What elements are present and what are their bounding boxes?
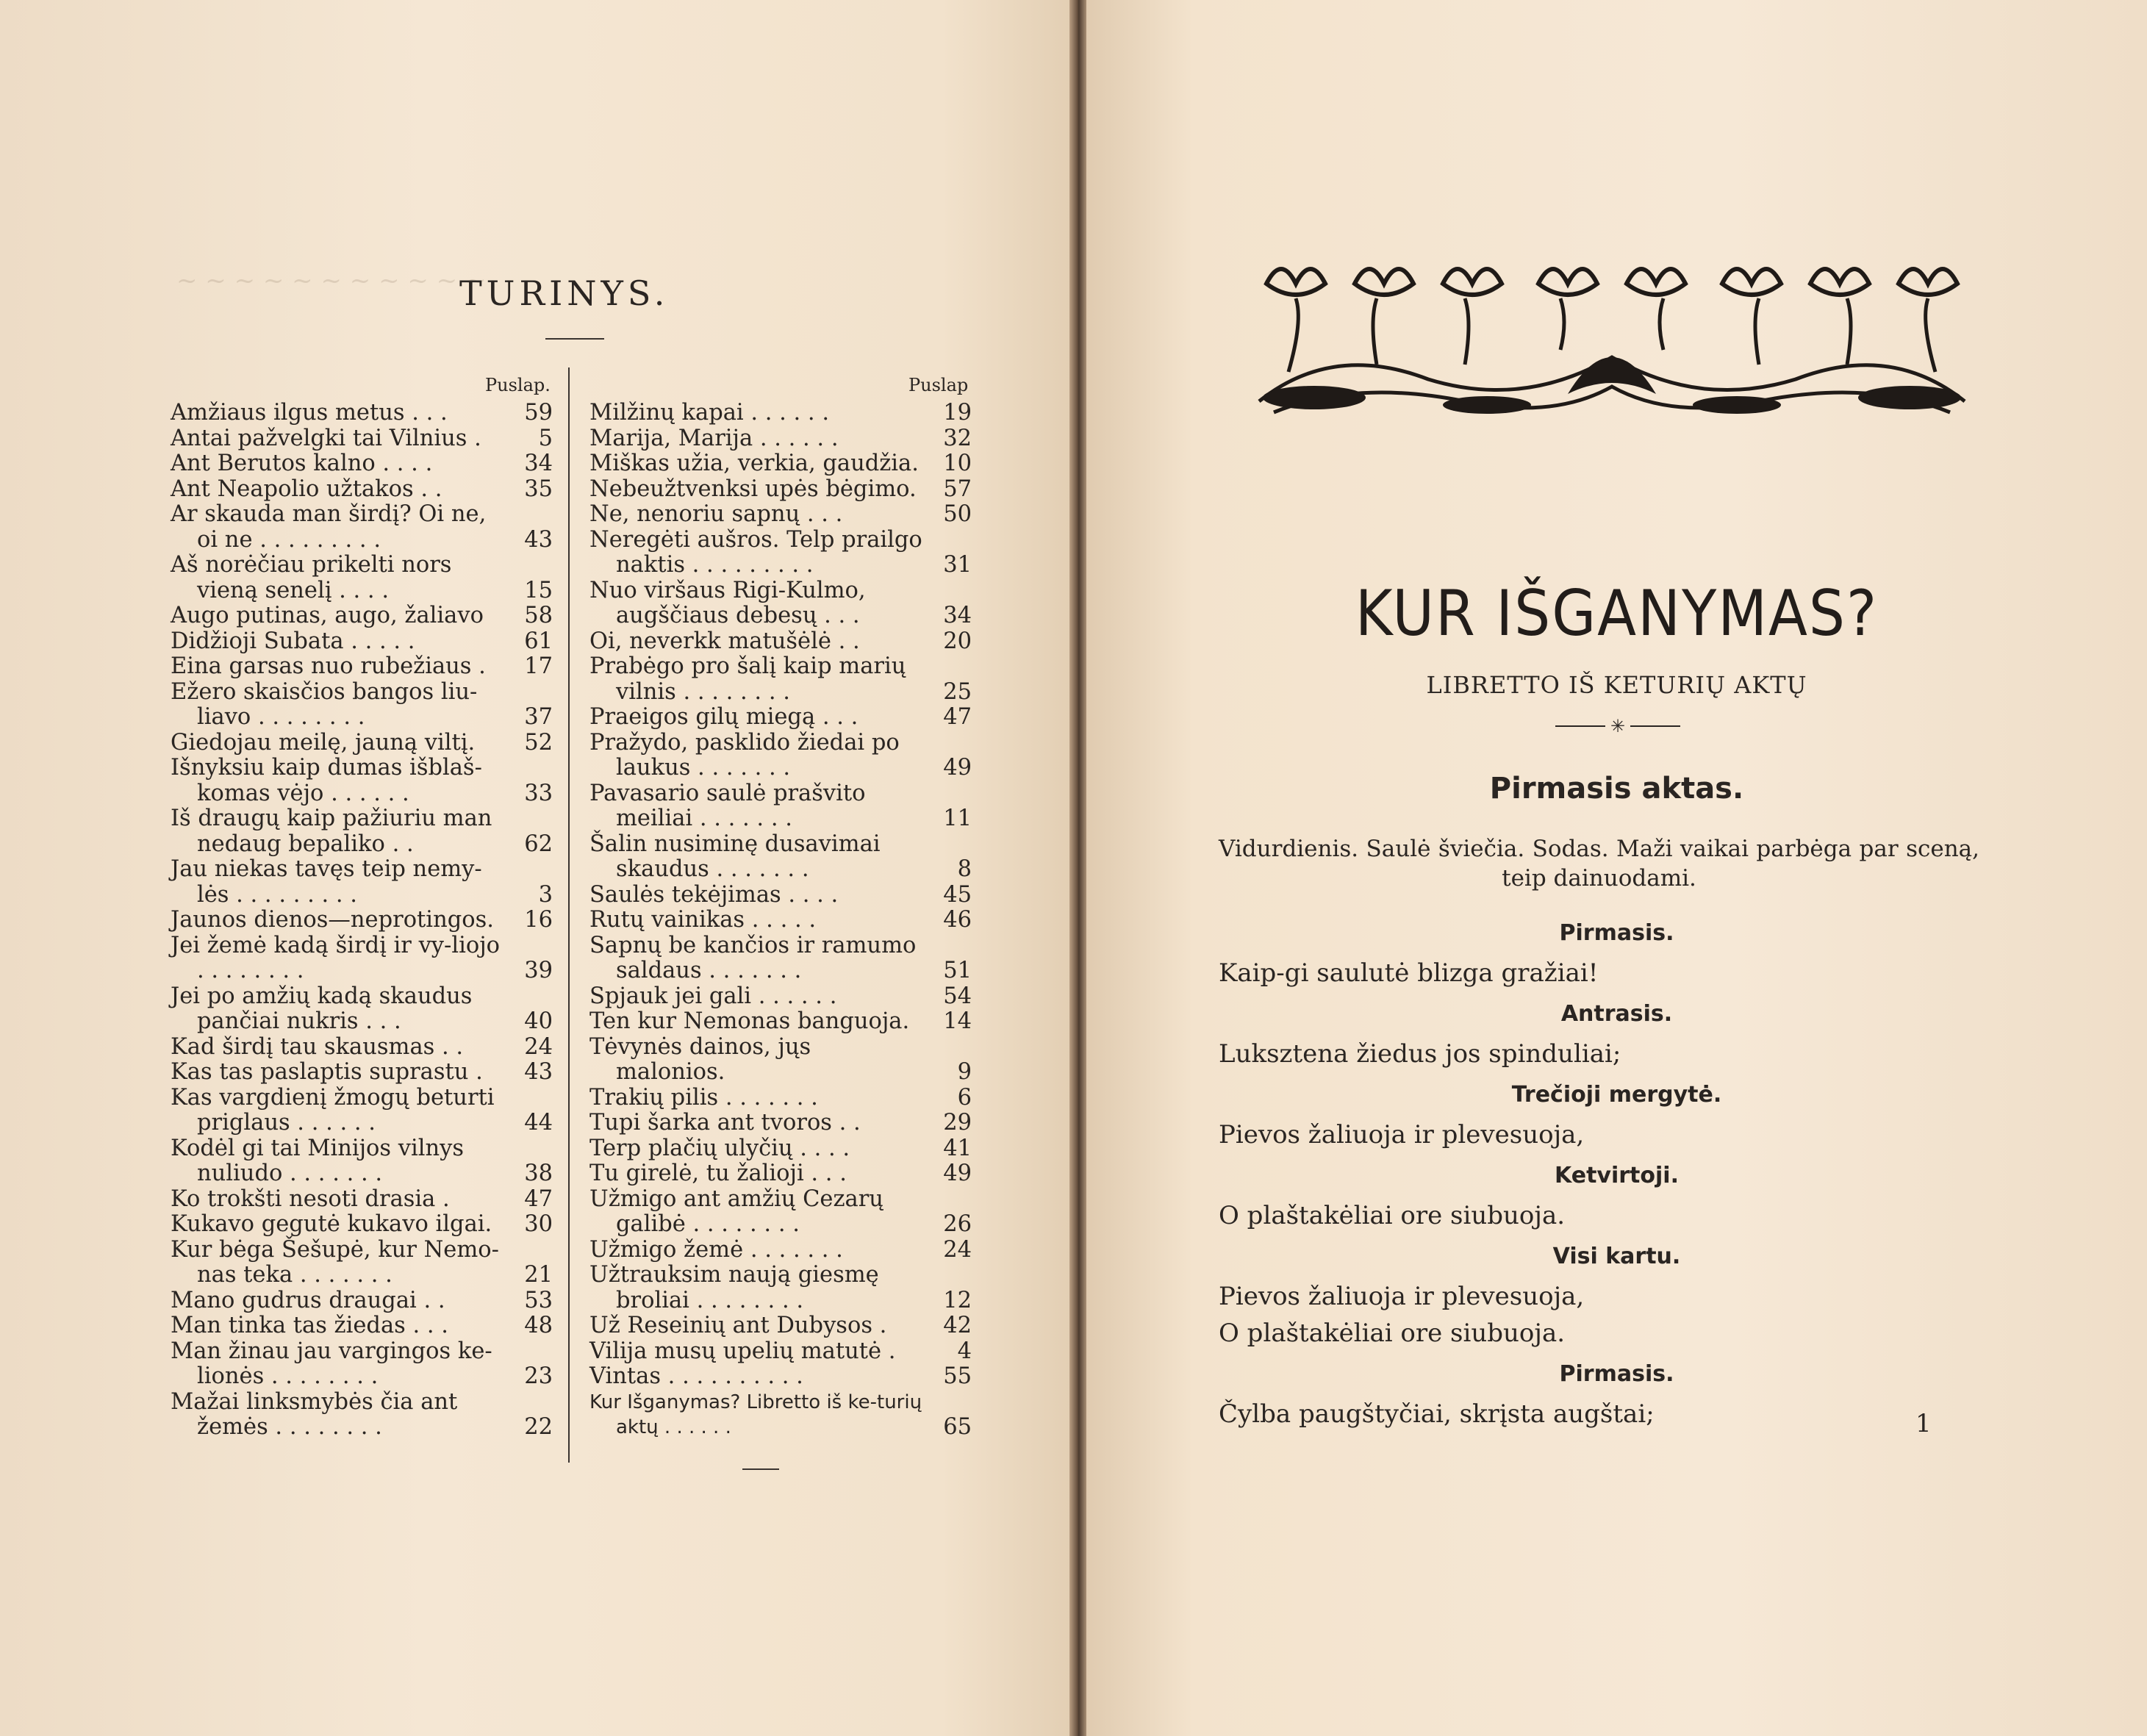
toc-entry	[589, 1035, 972, 1086]
toc-entry	[589, 1238, 972, 1263]
toc-entry-page: 41	[943, 1135, 972, 1161]
toc-entry	[589, 502, 972, 528]
toc-entry-title: Tupi šarka ant tvoros . .	[589, 1110, 861, 1136]
toc-entry	[171, 806, 553, 857]
toc-entry-page: 19	[943, 400, 972, 426]
col2-page-header: Puslap	[908, 375, 969, 395]
toc-entry-title: Aš norėčiau prikelti nors vieną senelį . . . .	[171, 552, 459, 603]
toc-entry-title: Marija, Marija . . . . . .	[589, 425, 839, 451]
toc-entry	[589, 1136, 972, 1162]
toc-entry-title: Giedojau meilę, jauną viltį.	[171, 729, 476, 756]
toc-entry-page: 25	[943, 678, 972, 705]
toc-entry	[171, 857, 553, 908]
toc-entry-title: Jei žemė kadą širdį ir vy-liojo . . . . . . . .	[171, 932, 507, 983]
verse-line: O plaštakėliai ore siubuoja.	[1219, 1201, 1566, 1230]
toc-entry	[171, 1086, 553, 1136]
toc-entry-title: Kas vargdienį žmogų beturti priglaus . . . . . .	[171, 1084, 502, 1136]
toc-entry	[171, 1390, 553, 1441]
toc-entry	[171, 1136, 553, 1187]
toc-entry-title: Ar skauda man širdį? Oi ne, oi ne . . . . . . . . .	[171, 501, 493, 553]
toc-entry-page: 40	[524, 1008, 553, 1034]
toc-entry-title: Vilija musų upelių matutė .	[589, 1338, 896, 1364]
toc-entry-title: Spjauk jei gali . . . . . .	[589, 983, 837, 1009]
toc-entry	[589, 883, 972, 908]
toc-entry	[171, 984, 553, 1035]
toc-entry	[171, 451, 553, 477]
toc-entry-title: Man tinka tas žiedas . . .	[171, 1313, 448, 1338]
toc-entry	[589, 1187, 972, 1238]
toc-entry-page: 48	[524, 1313, 553, 1338]
toc-entry-page: 8	[957, 856, 972, 882]
toc-entry-page: 16	[524, 907, 553, 933]
toc-entry	[589, 426, 972, 452]
toc-entry-page: 54	[943, 983, 972, 1009]
toc-entry-page: 65	[943, 1414, 972, 1440]
toc-entry-title: Praeigos gilų miegą . . .	[589, 704, 859, 730]
toc-entry-title: Antai pažvelgki tai Vilnius .	[171, 425, 481, 451]
verse-line: Čylba paugštyčiai, skrįsta augštai;	[1219, 1399, 1655, 1429]
toc-entry-title: Kas tas paslaptis suprastu .	[171, 1059, 483, 1085]
toc-entry-page: 31	[943, 552, 972, 578]
toc-heading: TURINYS.	[459, 273, 670, 313]
toc-entry-title: Pavasario saulė prašvito meiliai . . . . . . .	[589, 780, 873, 831]
toc-entry	[589, 528, 972, 578]
toc-entry-title: Išnyksiu kaip dumas išblaš-komas vėjo . . . . . .	[171, 755, 482, 806]
toc-entry-page: 11	[943, 806, 972, 831]
toc-entry	[171, 477, 553, 503]
toc-entry-title: Užmigo žemė . . . . . . .	[589, 1236, 843, 1263]
asterisk-rule-icon	[1555, 717, 1680, 735]
toc-entry-title: Už Reseinių ant Dubysos .	[589, 1313, 887, 1338]
toc-entry-page: 5	[538, 425, 553, 451]
toc-entry	[589, 731, 972, 781]
toc-entry	[171, 1339, 553, 1390]
toc-entry-page: 43	[524, 526, 553, 553]
toc-entry	[589, 1111, 972, 1136]
toc-entry-page: 34	[524, 451, 553, 476]
left-page	[0, 0, 1069, 1736]
column-divider	[568, 367, 570, 1463]
toc-entry-title: Man žinau jau vargingos ke-lionės . . . . . . . .	[171, 1338, 492, 1389]
toc-entry-page: 20	[943, 628, 972, 654]
toc-entry	[171, 908, 553, 933]
toc-entry	[589, 1390, 972, 1441]
verse-line: Kaip-gi saulutė blizga gražiai!	[1219, 958, 1599, 988]
toc-entry-page: 37	[524, 704, 553, 730]
speaker-label: Trečioji mergytė.	[1511, 1082, 1722, 1108]
toc-entry-page: 23	[524, 1363, 553, 1389]
toc-entry	[589, 401, 972, 426]
toc-column-2	[589, 401, 972, 1441]
toc-entry	[171, 553, 553, 603]
toc-entry-page: 21	[524, 1262, 553, 1288]
toc-entry-title: Kur Išganymas? Libretto iš ke-turių aktų . . . . . .	[589, 1391, 928, 1438]
toc-entry-page: 44	[524, 1110, 553, 1136]
book-gutter	[1069, 0, 1086, 1736]
toc-entry-page: 10	[943, 451, 972, 476]
toc-entry-title: Kodėl gi tai Minijos vilnys nuliudo . . . . . . .	[171, 1135, 471, 1186]
toc-entry-page: 45	[943, 881, 972, 908]
toc-entry-title: Užmigo ant amžių Cezarų galibė . . . . . . . .	[589, 1186, 891, 1237]
verse-line: O plaštakėliai ore siubuoja.	[1219, 1319, 1566, 1348]
toc-entry-page: 3	[538, 881, 553, 908]
toc-entry	[589, 629, 972, 655]
bottom-rule	[742, 1468, 779, 1470]
verse-line: Pievos žaliuoja ir plevesuoja,	[1219, 1282, 1585, 1311]
toc-entry-title: Kur bėga Šešupė, kur Nemo-nas teka . . . . . . .	[171, 1236, 499, 1288]
verse-line: Pievos žaliuoja ir plevesuoja,	[1219, 1120, 1585, 1149]
toc-entry-title: Ko trokšti nesoti drasia .	[171, 1186, 450, 1212]
stage-direction: Vidurdienis. Saulė šviečia. Sodas. Maži vaikai parbėga par sceną, teip dainuodami.	[1219, 836, 1979, 892]
col1-page-header: Puslap.	[485, 375, 551, 395]
toc-entry	[589, 1339, 972, 1365]
toc-entry-title: Mano gudrus draugai . .	[171, 1287, 445, 1313]
toc-entry-page: 26	[943, 1211, 972, 1237]
toc-entry-title: Jaunos dienos—neprotingos.	[171, 907, 494, 933]
toc-entry	[171, 629, 553, 655]
speaker-label: Visi kartu.	[1552, 1244, 1681, 1269]
toc-entry	[171, 680, 553, 731]
toc-entry-title: Trakių pilis . . . . . . .	[589, 1084, 818, 1111]
toc-entry-title: Šalin nusiminę dusavimai skaudus . . . . . . .	[589, 831, 888, 882]
toc-entry-page: 59	[524, 400, 553, 426]
speaker-label: Pirmasis.	[1559, 920, 1674, 946]
toc-entry	[171, 1238, 553, 1288]
toc-entry-title: Kad širdį tau skausmas . .	[171, 1033, 464, 1060]
toc-entry	[589, 908, 972, 933]
toc-entry-page: 12	[943, 1287, 972, 1313]
toc-entry-title: Neregėti aušros. Telp prailgo naktis . . . . . . . . .	[589, 526, 930, 578]
toc-entry-title: Sapnų be kančios ir ramumo saldaus . . . . . . .	[589, 932, 924, 983]
toc-entry	[589, 1161, 972, 1187]
toc-entry-title: Didžioji Subata . . . . .	[171, 628, 415, 654]
speaker-label: Antrasis.	[1560, 1001, 1673, 1027]
toc-entry	[171, 756, 553, 806]
verse-line: Luksztena žiedus jos spinduliai;	[1219, 1039, 1621, 1069]
toc-entry-title: Augo putinas, augo, žaliavo	[171, 603, 484, 628]
toc-entry-title: Saulės tekėjimas . . . .	[589, 881, 839, 908]
toc-entry	[589, 451, 972, 477]
toc-entry-page: 49	[943, 1161, 972, 1186]
toc-entry-page: 32	[943, 425, 972, 451]
bleed-through-text: ~ ~ ~ ~ ~ ~ ~ ~ ~ ~ ~	[176, 266, 487, 295]
toc-entry-page: 34	[943, 603, 972, 628]
act-title: Pirmasis aktas.	[1489, 772, 1744, 806]
toc-entry-title: Užtrauksim naują giesmę broliai . . . . . . . .	[589, 1262, 886, 1313]
heading-rule	[545, 338, 604, 340]
toc-entry-title: Iš draugų kaip pažiuriu man nedaug bepaliko . .	[171, 806, 500, 857]
toc-entry-title: Miškas užia, verkia, gaudžia.	[589, 451, 919, 476]
toc-entry-title: Mažai linksmybės čia ant žemės . . . . . . . .	[171, 1388, 465, 1440]
toc-entry-title: Amžiaus ilgus metus . . .	[171, 400, 448, 426]
toc-entry-title: Ant Berutos kalno . . . .	[171, 451, 433, 476]
toc-entry-page: 24	[524, 1033, 553, 1060]
toc-entry-page: 14	[943, 1008, 972, 1034]
toc-entry-page: 53	[524, 1287, 553, 1313]
play-title: KUR IŠGANYMAS?	[1355, 577, 1879, 650]
speaker-label: Ketvirtoji.	[1555, 1163, 1679, 1188]
toc-entry-page: 47	[524, 1186, 553, 1212]
toc-entry	[171, 426, 553, 452]
toc-entry	[171, 1060, 553, 1086]
toc-entry	[171, 1313, 553, 1339]
toc-entry-page: 58	[524, 603, 553, 628]
toc-entry-page: 52	[524, 729, 553, 756]
toc-entry-page: 62	[524, 831, 553, 857]
toc-entry-page: 39	[524, 958, 553, 983]
toc-entry-page: 42	[943, 1313, 972, 1338]
toc-entry-title: Oi, neverkk matušėlė . .	[589, 628, 860, 654]
toc-entry	[589, 1263, 972, 1313]
toc-entry	[171, 401, 553, 426]
toc-entry	[589, 1009, 972, 1035]
toc-entry-title: Pražydo, pasklido žiedai po laukus . . . . . . .	[589, 729, 907, 781]
toc-entry	[589, 705, 972, 731]
toc-entry-page: 51	[943, 958, 972, 983]
toc-entry-title: Eina garsas nuo rubežiaus .	[171, 653, 486, 679]
toc-entry-page: 61	[524, 628, 553, 654]
toc-entry-page: 6	[957, 1084, 972, 1111]
toc-entry	[589, 1086, 972, 1111]
speaker-label: Pirmasis.	[1559, 1361, 1674, 1387]
toc-entry	[589, 832, 972, 883]
toc-entry	[171, 603, 553, 629]
toc-entry	[171, 933, 553, 984]
toc-entry	[171, 1035, 553, 1061]
toc-entry-title: Ne, nenoriu sapnų . . .	[589, 501, 843, 527]
toc-entry-title: Terp plačių ulyčių . . . .	[589, 1135, 850, 1161]
toc-entry	[171, 1288, 553, 1314]
toc-entry-title: Prabėgo pro šalį kaip marių vilnis . . . . . . . .	[589, 653, 914, 705]
right-page	[1086, 0, 2147, 1736]
toc-entry-page: 33	[524, 780, 553, 806]
toc-entry	[171, 654, 553, 680]
toc-entry-page: 9	[957, 1059, 972, 1085]
toc-entry-title: Tu girelė, tu žalioji . . .	[589, 1161, 847, 1186]
play-subtitle: LIBRETTO IŠ KETURIŲ AKTŲ	[1426, 671, 1807, 699]
toc-entry	[589, 933, 972, 984]
toc-entry	[171, 1212, 553, 1238]
toc-entry-title: Jau niekas tavęs teip nemy-lės . . . . . . . . .	[171, 856, 482, 908]
toc-entry-page: 55	[943, 1363, 972, 1389]
toc-entry	[589, 578, 972, 629]
toc-entry-title: Ežero skaisčios bangos liu-liavo . . . . . . . .	[171, 678, 478, 730]
toc-column-1	[171, 401, 553, 1441]
toc-entry-page: 4	[957, 1338, 972, 1364]
toc-entry	[171, 1187, 553, 1213]
toc-entry-page: 35	[524, 476, 553, 502]
toc-entry-title: Jei po amžių kadą skaudus pančiai nukris . . .	[171, 983, 480, 1034]
toc-entry-title: Kukavo gegutė kukavo ilgai.	[171, 1211, 492, 1237]
toc-entry-page: 38	[524, 1161, 553, 1186]
toc-entry	[589, 1313, 972, 1339]
toc-entry-title: Tėvynės dainos, jųs malonios.	[589, 1033, 818, 1085]
toc-entry-page: 49	[943, 755, 972, 781]
toc-entry-page: 46	[943, 907, 972, 933]
toc-entry-title: Vintas . . . . . . . . . .	[589, 1363, 803, 1389]
toc-entry	[171, 731, 553, 756]
toc-entry-title: Ten kur Nemonas banguoja.	[589, 1008, 910, 1034]
toc-entry-page: 22	[524, 1414, 553, 1440]
toc-entry-page: 15	[524, 577, 553, 603]
toc-entry-page: 47	[943, 704, 972, 730]
toc-entry	[589, 654, 972, 705]
toc-entry-title: Rutų vainikas . . . . .	[589, 907, 817, 933]
toc-entry-page: 43	[524, 1059, 553, 1085]
toc-entry-page: 50	[943, 501, 972, 527]
toc-entry-page: 57	[943, 476, 972, 502]
toc-entry	[589, 984, 972, 1010]
toc-entry	[171, 502, 553, 553]
toc-entry-title: Nuo viršaus Rigi-Kulmo, augščiaus debesų . . .	[589, 577, 873, 628]
toc-entry-page: 29	[943, 1110, 972, 1136]
toc-entry	[589, 781, 972, 832]
toc-entry	[589, 477, 972, 503]
svg-text:✳: ✳	[1610, 717, 1626, 735]
toc-entry-title: Ant Neapolio užtakos . .	[171, 476, 442, 502]
lotus-ornament	[1244, 254, 1979, 423]
toc-entry-title: Nebeužtvenksi upės bėgimo.	[589, 476, 917, 502]
page-number: 1	[1915, 1409, 1932, 1438]
toc-entry	[589, 1364, 972, 1390]
toc-entry-page: 30	[524, 1211, 553, 1237]
toc-entry-title: Milžinų kapai . . . . . .	[589, 400, 830, 426]
toc-entry-page: 24	[943, 1236, 972, 1263]
toc-entry-page: 17	[524, 653, 553, 679]
